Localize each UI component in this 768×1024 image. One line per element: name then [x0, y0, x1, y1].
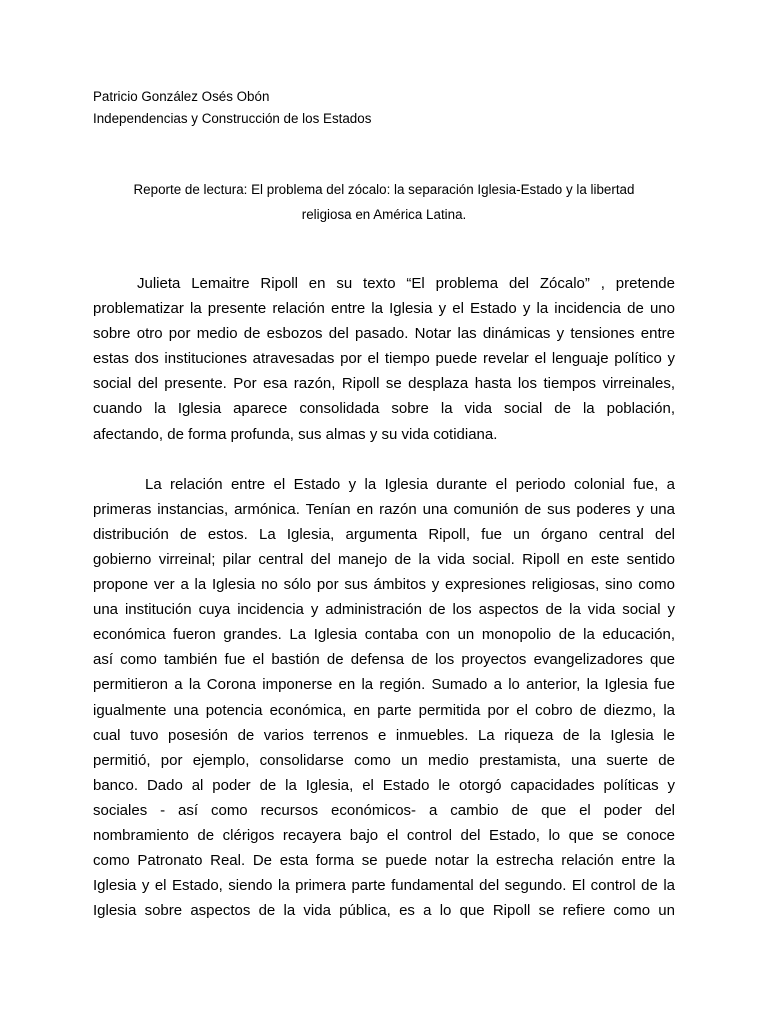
paragraph-line: gobierno virreinal; pilar central del manejo de la vida social. Ripoll en este sentido	[93, 550, 675, 568]
course-name: Independencias y Construcción de los Estados	[93, 111, 372, 126]
report-title-line: Reporte de lectura: El problema del zócalo: la separación Iglesia-Estado y la libertad	[133, 182, 635, 197]
paragraph-line: social del presente. Por esa razón, Ripoll se desplaza hasta los tiempos virreinales,	[93, 375, 675, 393]
paragraph-line: Iglesia sobre aspectos de la vida pública, es a lo que Ripoll se refiere como un	[93, 902, 675, 920]
paragraph-line: propone ver a la Iglesia no sólo por sus ámbitos y expresiones religiosas, sino como	[93, 576, 675, 594]
paragraph-line: sobre otro por medio de esbozos del pasado. Notar las dinámicas y tensiones entre	[93, 325, 675, 343]
paragraph-2	[93, 472, 675, 924]
paragraph-1	[93, 271, 675, 447]
paragraph-line: económica fueron grandes. La Iglesia contaba con un monopolio de la educación,	[93, 626, 675, 644]
paragraph-line: permitió, por ejemplo, consolidarse como un medio prestamista, una suerte de	[93, 751, 675, 769]
paragraph-line: así como también fue el bastión de defensa de los proyectos evangelizadores que	[93, 651, 675, 669]
paragraph-line: igualmente una potencia económica, en parte permitida por el cobro de diezmo, la	[93, 701, 675, 719]
paragraph-line: distribución de estos. La Iglesia, argumenta Ripoll, fue un órgano central del	[93, 525, 675, 543]
paragraph-line: estas dos instituciones atravesadas por el tiempo puede revelar el lenguaje político y	[93, 350, 675, 368]
paragraph-line: sociales - así como recursos económicos- a cambio de que el poder del	[93, 801, 675, 819]
report-title	[93, 177, 675, 227]
paragraph-line: banco. Dado al poder de la Iglesia, el Estado le otorgó capacidades políticas y	[93, 776, 675, 794]
paragraph-line: una institución cuya incidencia y administración de los aspectos de la vida social y	[93, 601, 675, 619]
report-title-line: religiosa en América Latina.	[301, 207, 467, 222]
paragraph-line: Iglesia y el Estado, siendo la primera parte fundamental del segundo. El control de la	[93, 877, 675, 895]
paragraph-line: problematizar la presente relación entre la Iglesia y el Estado y la incidencia de uno	[93, 300, 675, 318]
paragraph-line: primeras instancias, armónica. Tenían en razón una comunión de sus poderes y una	[93, 500, 675, 518]
document-header	[93, 86, 371, 130]
paragraph-line: afectando, de forma profunda, sus almas y su vida cotidiana.	[93, 425, 498, 443]
paragraph-line: nombramiento de clérigos recayera bajo el control del Estado, lo que se conoce	[93, 826, 675, 844]
paragraph-line: permitieron a la Corona imponerse en la región. Sumado a lo anterior, la Iglesia fue	[93, 676, 675, 694]
paragraph-line: Julieta Lemaitre Ripoll en su texto “El problema del Zócalo” , pretende	[137, 275, 675, 292]
paragraph-line: como Patronato Real. De esta forma se puede notar la estrecha relación entre la	[93, 852, 675, 870]
document-body	[93, 271, 675, 923]
paragraph-line: La relación entre el Estado y la Iglesia durante el periodo colonial fue, a	[145, 475, 675, 493]
author-name: Patricio González Osés Obón	[93, 89, 270, 104]
paragraph-line: cual tuvo posesión de varios terrenos e inmuebles. La riqueza de la Iglesia le	[93, 726, 675, 744]
paragraph-line: cuando la Iglesia aparece consolidada sobre la vida social de la población,	[93, 400, 675, 418]
